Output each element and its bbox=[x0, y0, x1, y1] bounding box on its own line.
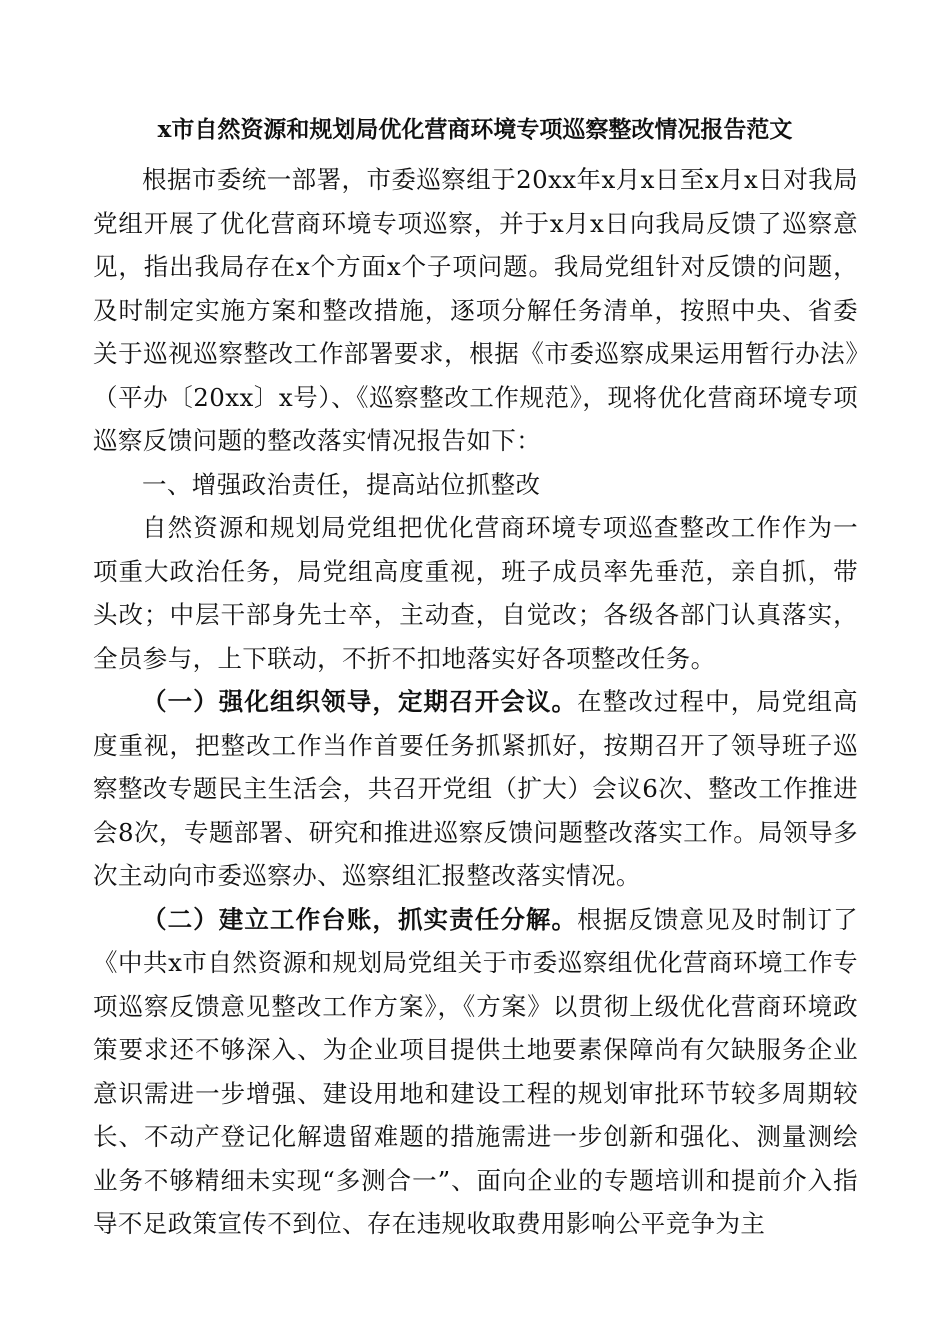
document-title: x市自然资源和规划局优化营商环境专项巡察整改情况报告范文 bbox=[157, 116, 793, 143]
section-1-heading: 一、增强政治责任，提高站位抓整改 bbox=[142, 469, 541, 499]
section-1-paragraph: 自然资源和规划局党组把优化营商环境专项巡查整改工作作为一项重大政治任务，局党组高度重视，班子成员率先垂范，亲自抓，带头改；中层干部身先士卒，主动查，自觉改；各级各部门认真落实，全员参与，上下联动，不折不扣地落实好各项整改任务。 bbox=[93, 513, 858, 673]
item-2-lead: （二）建立工作台账，抓实责任分解。 bbox=[142, 904, 578, 934]
intro-paragraph: 根据市委统一部署，市委巡察组于20xx年x月x日至x月x日对我局党组开展了优化营商环境专项巡察，并于x月x日向我局反馈了巡察意见，指出我局存在x个方面x个子项问题。我局党组针对反馈的问题，及时制定实施方案和整改措施，逐项分解任务清单，按照中央、省委关于巡视巡察整改工作部署要求，根据《市委巡察成果运用暂行办法》（平办〔20xx〕x号）、《巡察整改工作规范》，现将优化营商环境专项巡察反馈问题的整改落实情况报告如下： bbox=[93, 165, 858, 455]
document-body bbox=[93, 158, 858, 1246]
item-1-paragraph bbox=[93, 680, 858, 898]
item-2-text: 根据反馈意见及时制订了《中共x市自然资源和规划局党组关于市委巡察组优化营商环境工作专项巡察反馈意见整改工作方案》，《方案》以贯彻上级优化营商环境政策要求还不够深入、为企业项目提供土地要素保障尚有欠缺服务企业意识需进一步增强、建设用地和建设工程的规划审批环节较多周期较长、不动产登记化解遗留难题的措施需进一步创新和强化、测量测绘业务不够精细未实现“多测合一”、面向企业的专题培训和提前介入指导不足政策宣传不到位、存在违规收取费用影响公平竞争为主 bbox=[93, 904, 858, 1238]
item-1-text: 在整改过程中，局党组高度重视，把整改工作当作首要任务抓紧抓好，按期召开了领导班子巡察整改专题民主生活会，共召开党组（扩大）会议6次、整改工作推进会8次，专题部署、研究和推进巡察反馈问题整改落实工作。局领导多次主动向市委巡察办、巡察组汇报整改落实情况。 bbox=[93, 687, 858, 890]
item-1-lead: （一）强化组织领导，定期召开会议。 bbox=[142, 687, 578, 716]
item-2-paragraph bbox=[93, 898, 858, 1246]
